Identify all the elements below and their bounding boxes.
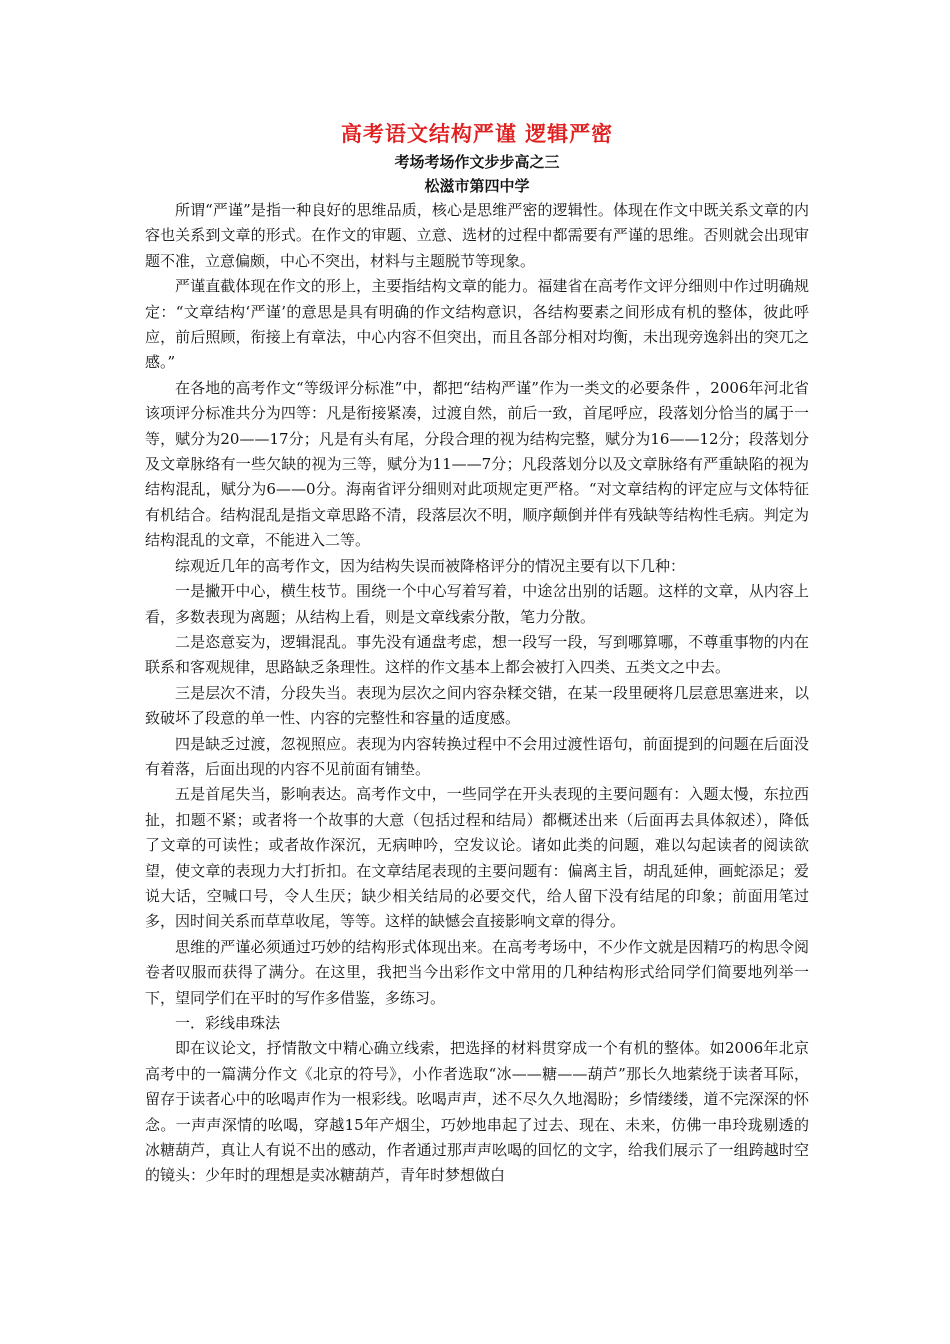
paragraph: 严谨直截体现在作文的形上，主要指结构文章的能力。福建省在高考作文评分细则中作过明确规定：“文章结构‘严谨’的意思是具有明确的作文结构意识，各结构要素之间形成有机的整体，彼此呼应，前后照顾，衔接上有章法，中心内容不但突出，而且各部分相对均衡，未出现旁逸斜出的突兀之感。” (145, 277, 809, 372)
document-page (145, 118, 809, 1189)
paragraph: 五是首尾失当，影响表达。高考作文中，一些同学在开头表现的主要问题有：入题太慢，东拉西扯，扣题不紧；或者将一个故事的大意（包括过程和结局）都概述出来（后面再去具体叙述），降低了文章的可读性；或者故作深沉，无病呻吟，空发议论。诸如此类的问题，难以勾起读者的阅读欲望，使文章的表现力大打折扣。在文章结尾表现的主要问题有：偏离主旨，胡乱延伸，画蛇添足；爱说大话，空喊口号，令人生厌；缺少相关结局的必要交代，给人留下没有结尾的印象；前面用笔过多，因时间关系而草草收尾，等等。这样的缺憾会直接影响文章的得分。 (145, 785, 809, 931)
paragraph: 综观近几年的高考作文，因为结构失误而被降格评分的情况主要有以下几种： (175, 556, 686, 575)
section-heading: 一．彩线串珠法 (175, 1014, 281, 1032)
school-name: 松滋市第四中学 (424, 177, 530, 195)
paragraph: 一是撇开中心，横生枝节。围绕一个中心写着写着，中途岔出别的话题。这样的文章，从内容上看，多数表现为离题；从结构上看，则是文章线索分散，笔力分散。 (145, 582, 809, 626)
body-text (145, 198, 809, 1189)
document-title: 高考语文结构严谨 逻辑严密 (340, 121, 614, 146)
paragraph: 二是恣意妄为，逻辑混乱。事先没有通盘考虑，想一段写一段，写到哪算哪，不尊重事物的内在联系和客观规律，思路缺乏条理性。这样的作文基本上都会被打入四类、五类文之中去。 (145, 632, 809, 677)
paragraph: 即在议论文，抒情散文中精心确立线索，把选择的材料贯穿成一个有机的整体。如2006年北京高考中的一篇满分作文《北京的符号》，小作者选取“冰——糖——葫芦”那长久地萦绕于读者耳际，留存于读者心中的吆喝声作为一根彩线。吆喝声声，述不尽久久地渴盼；乡情缕缕，道不完深深的怀念。一声声深情的吆喝，穿越15年产烟尘，巧妙地串起了过去、现在、未来，仿佛一串玲珑剔透的冰糖葫芦，真让人有说不出的感动，作者通过那声声吆喝的回忆的文字，给我们展示了一组跨越时空的镜头：少年时的理想是卖冰糖葫芦，青年时梦想做白 (145, 1039, 809, 1185)
paragraph: 在各地的高考作文“等级评分标准”中，都把“结构严谨”作为一类文的必要条件 ，2006年河北省该项评分标准共分为四等：凡是衔接紧凑，过渡自然，前后一致，首尾呼应，段落划分恰当的属于一等，赋分为20——17分；凡是有头有尾，分段合理的视为结构完整，赋分为16——12分；段落划分及文章脉络有一些欠缺的视为三等，赋分为11——7分；凡段落划分以及文章脉络有严重缺陷的视为结构混乱，赋分为6——0分。海南省评分细则对此项规定更严格。“对文章结构的评定应与文体特征有机结合。结构混乱是指文章思路不清，段落层次不明，顺序颠倒并伴有残缺等结构性毛病。判定为结构混乱的文章，不能进入二等。 (145, 378, 809, 550)
paragraph: 思维的严谨必须通过巧妙的结构形式体现出来。在高考考场中，不少作文就是因精巧的构思令阅卷者叹服而获得了满分。在这里，我把当今出彩作文中常用的几种结构形式给同学们简要地列举一下，望同学们在平时的写作多借鉴，多练习。 (145, 937, 809, 1007)
paragraph: 所谓“严谨”是指一种良好的思维品质，核心是思维严密的逻辑性。体现在作文中既关系文章的内容也关系到文章的形式。在作文的审题、立意、选材的过程中都需要有严谨的思维。否则就会出现审题不准，立意偏颇，中心不突出，材料与主题脱节等现象。 (145, 201, 809, 270)
paragraph: 三是层次不清，分段失当。表现为层次之间内容杂糅交错，在某一段里硬将几层意思塞进来，以致破坏了段意的单一性、内容的完整性和容量的适度感。 (145, 683, 809, 728)
paragraph: 四是缺乏过渡，忽视照应。表现为内容转换过程中不会用过渡性语句，前面提到的问题在后面没有着落，后面出现的内容不见前面有铺垫。 (145, 734, 809, 778)
document-subtitle: 考场考场作文步步高之三 (394, 153, 560, 171)
